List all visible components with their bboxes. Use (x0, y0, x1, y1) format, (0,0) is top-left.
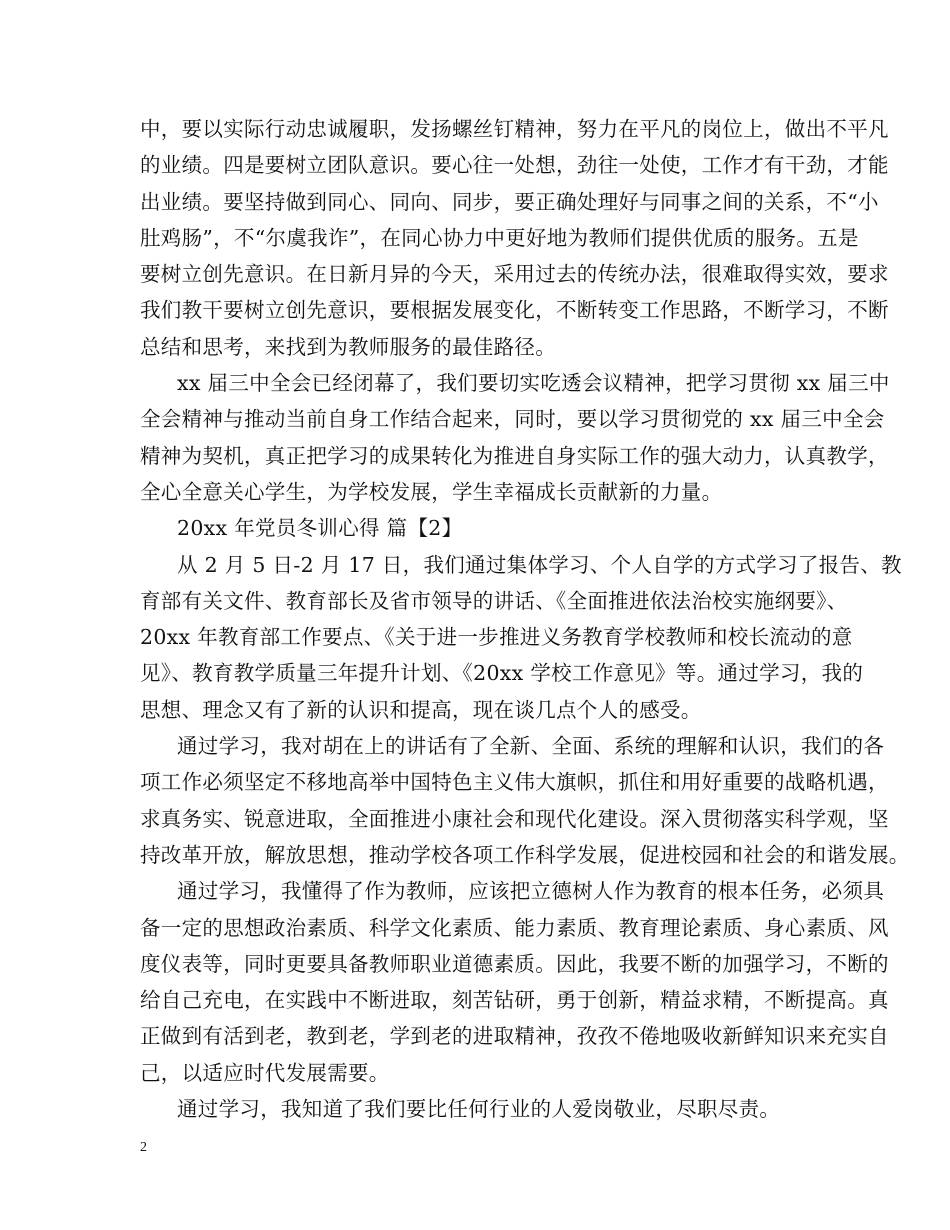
text-line: 中，要以实际行动忠诚履职，发扬螺丝钉精神，努力在平凡的岗位上，做出不平凡 (140, 117, 889, 141)
text-line: 思想、理念又有了新的认识和提高，现在谈几点个人的感受。 (140, 698, 702, 722)
text-line: 要树立创先意识。在日新月异的今天，采用过去的传统办法，很难取得实效，要求 (140, 262, 889, 286)
paragraph-first-line: 通过学习，我对胡在上的讲话有了全新、全面、系统的理解和认识，我们的各 (177, 734, 885, 758)
paragraph-first-line: 通过学习，我懂得了作为教师，应该把立德树人作为教育的根本任务，必须具 (177, 879, 885, 903)
text-line: 给自己充电，在实践中不断进取，刻苦钻研，勇于创新，精益求精，不断提高。真 (140, 988, 889, 1012)
text-line: 全心全意关心学生，为学校发展，学生幸福成长贡献新的力量。 (140, 480, 723, 504)
text-line: 求真务实、锐意进取，全面推进小康社会和现代化建设。深入贯彻落实科学观，坚 (140, 807, 889, 831)
text-line: 20xx 年教育部工作要点、《关于进一步推进义务教育学校教师和校长流动的意 (140, 625, 853, 649)
text-line: 项工作必须坚定不移地高举中国特色主义伟大旗帜，抓住和用好重要的战略机遇， (140, 770, 889, 794)
text-line: 正做到有活到老，教到老，学到老的进取精神，孜孜不倦地吸收新鲜知识来充实自 (140, 1024, 889, 1048)
section-heading: 20xx 年党员冬训心得 篇【2】 (177, 516, 463, 540)
text-line: 度仪表等，同时更要具备教师职业道德素质。因此，我要不断的加强学习，不断的 (140, 952, 889, 976)
text-line: 的业绩。四是要树立团队意识。要心往一处想，劲往一处使，工作才有干劲，才能 (140, 153, 889, 177)
paragraph-first-line: 通过学习，我知道了我们要比任何行业的人爱岗敬业，尽职尽责。 (177, 1097, 781, 1121)
text-line: 我们教干要树立创先意识，要根据发展变化，不断转变工作思路，不断学习，不断 (140, 298, 889, 322)
text-line: 精神为契机，真正把学习的成果转化为推进自身实际工作的强大动力，认真教学， (140, 444, 889, 468)
text-line: 己，以适应时代发展需要。 (140, 1061, 390, 1085)
page-number: 2 (140, 1140, 147, 1155)
text-line: 肚鸡肠”，不“尔虞我诈”，在同心协力中更好地为教师们提供优质的服务。五是 (140, 226, 859, 250)
text-line: 备一定的思想政治素质、科学文化素质、能力素质、教育理论素质、身心素质、风 (140, 916, 889, 940)
text-line: 见》、教育教学质量三年提升计划、《20xx 学校工作意见》等。通过学习，我的 (140, 661, 864, 685)
text-line: 出业绩。要坚持做到同心、同向、同步，要正确处理好与同事之间的关系，不“小 (140, 190, 879, 214)
paragraph-first-line: xx 届三中全会已经闭幕了，我们要切实吃透会议精神，把学习贯彻 xx 届三中 (177, 371, 890, 395)
paragraph-first-line: 从 2 月 5 日-2 月 17 日，我们通过集体学习、个人自学的方式学习了报告、教 (177, 553, 902, 577)
text-line: 持改革开放，解放思想，推动学校各项工作科学发展，促进校园和社会的和谐发展。 (140, 843, 910, 867)
text-line: 育部有关文件、教育部长及省市领导的讲话、《全面推进依法治校实施纲要》、 (140, 589, 848, 613)
text-line: 总结和思考，来找到为教师服务的最佳路径。 (140, 335, 556, 359)
text-line: 全会精神与推动当前自身工作结合起来，同时，要以学习贯彻党的 xx 届三中全会 (140, 407, 885, 431)
